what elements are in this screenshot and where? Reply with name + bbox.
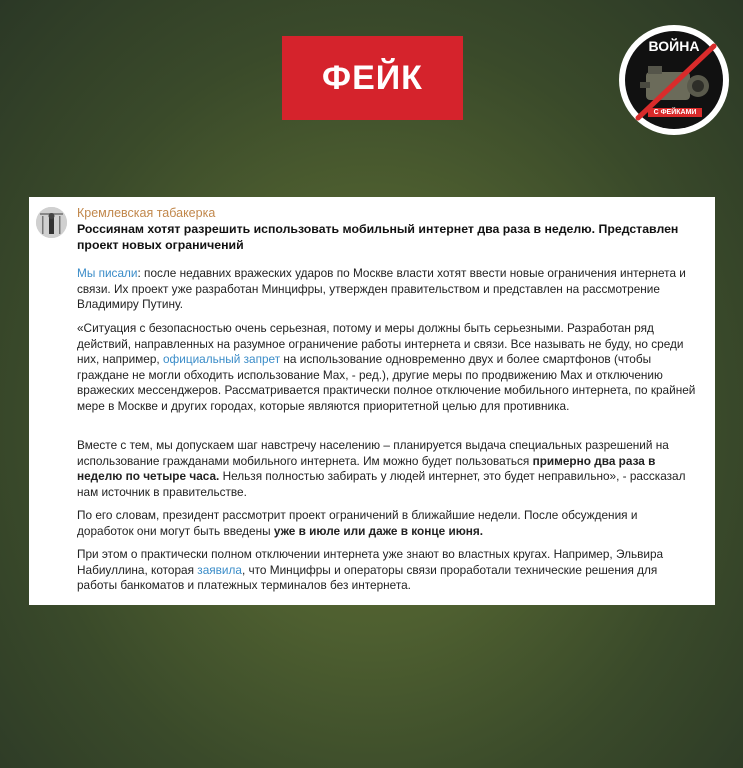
paragraph-3-bold: примерно два раза в неделю по четыре часа.	[77, 453, 656, 483]
paragraph-2-text-b: на использование одновременно двух и более смартфонов (чтобы граждане не могли обходить использование Max, - ред.), другие меры по продвижению Max и отключению вражеских мессенджеров. Рассматривается практически полное отключение мобильного интернета, по крайней мере в Москве и других городах, которые являются приоритетной целью для противника.	[77, 352, 696, 413]
paragraph-4-bold: уже в июле или даже в конце июня.	[273, 523, 484, 538]
telegram-post-card	[29, 197, 715, 605]
link-zayavila[interactable]: заявила	[197, 562, 242, 577]
link-my-pisali[interactable]: Мы писали	[77, 266, 138, 280]
paragraph-3-text-b: Нельзя полностью забирать у людей интернет, это будет неправильно», - рассказал нам источник в правительстве.	[77, 469, 686, 499]
fake-label-text: ФЕЙК	[322, 58, 423, 97]
paragraph-4	[77, 508, 697, 539]
paragraph-5-text-a: При этом о практически полном отключении интернета уже знают во властных кругах. Например, Эльвира Набиуллина, которая	[77, 547, 664, 577]
logo-bottom-text: С ФЕЙКАМИ	[648, 108, 702, 117]
paragraph-4-text-a: По его словам, президент рассмотрит проект ограничений в ближайшие недели. После обсуждения и доработок они могут быть введены	[77, 508, 638, 538]
paragraph-1-text: : после недавних вражеских ударов по Москве власти хотят ввести новые ограничения интернета и связи. Их проект уже разработан Минцифры, утвержден правительством и представлен на рассмотрение Владимиру Путину.	[77, 266, 686, 311]
paragraph-3	[77, 438, 697, 500]
logo-top-text: ВОЙНА	[648, 38, 700, 54]
channel-name[interactable]: Кремлевская табакерка	[77, 206, 216, 220]
paragraph-3-text-a: Вместе с тем, мы допускаем шаг навстречу населению – планируется выдача специальных разрешений на использование гражданами мобильного интернета. Им можно будет пользоваться	[77, 438, 669, 468]
channel-avatar[interactable]	[36, 207, 67, 238]
post-headline: Россиянам хотят разрешить использовать мобильный интернет два раза в неделю. Представлен проект новых ограничений	[77, 222, 679, 252]
link-official-ban[interactable]: официальный запрет	[162, 352, 281, 366]
paragraph-5	[77, 547, 697, 594]
fake-label-banner	[282, 36, 463, 120]
paragraph-2	[77, 321, 697, 414]
paragraph-5-text-b: , что Минцифры и операторы связи проработали технические решения для работы банкоматов и платежных терминалов без интернета.	[77, 562, 658, 592]
voina-s-feikami-logo	[616, 22, 732, 138]
paragraph-2-text-a: «Ситуация с безопасностью очень серьезная, потому и меры должны быть серьезными. Разработан ряд действий, направленных на разумное ограничение работы интернета и связи. Все называть не буду, но среди них, например,	[77, 321, 684, 366]
avatar-image	[36, 207, 67, 238]
paragraph-1	[77, 266, 697, 313]
